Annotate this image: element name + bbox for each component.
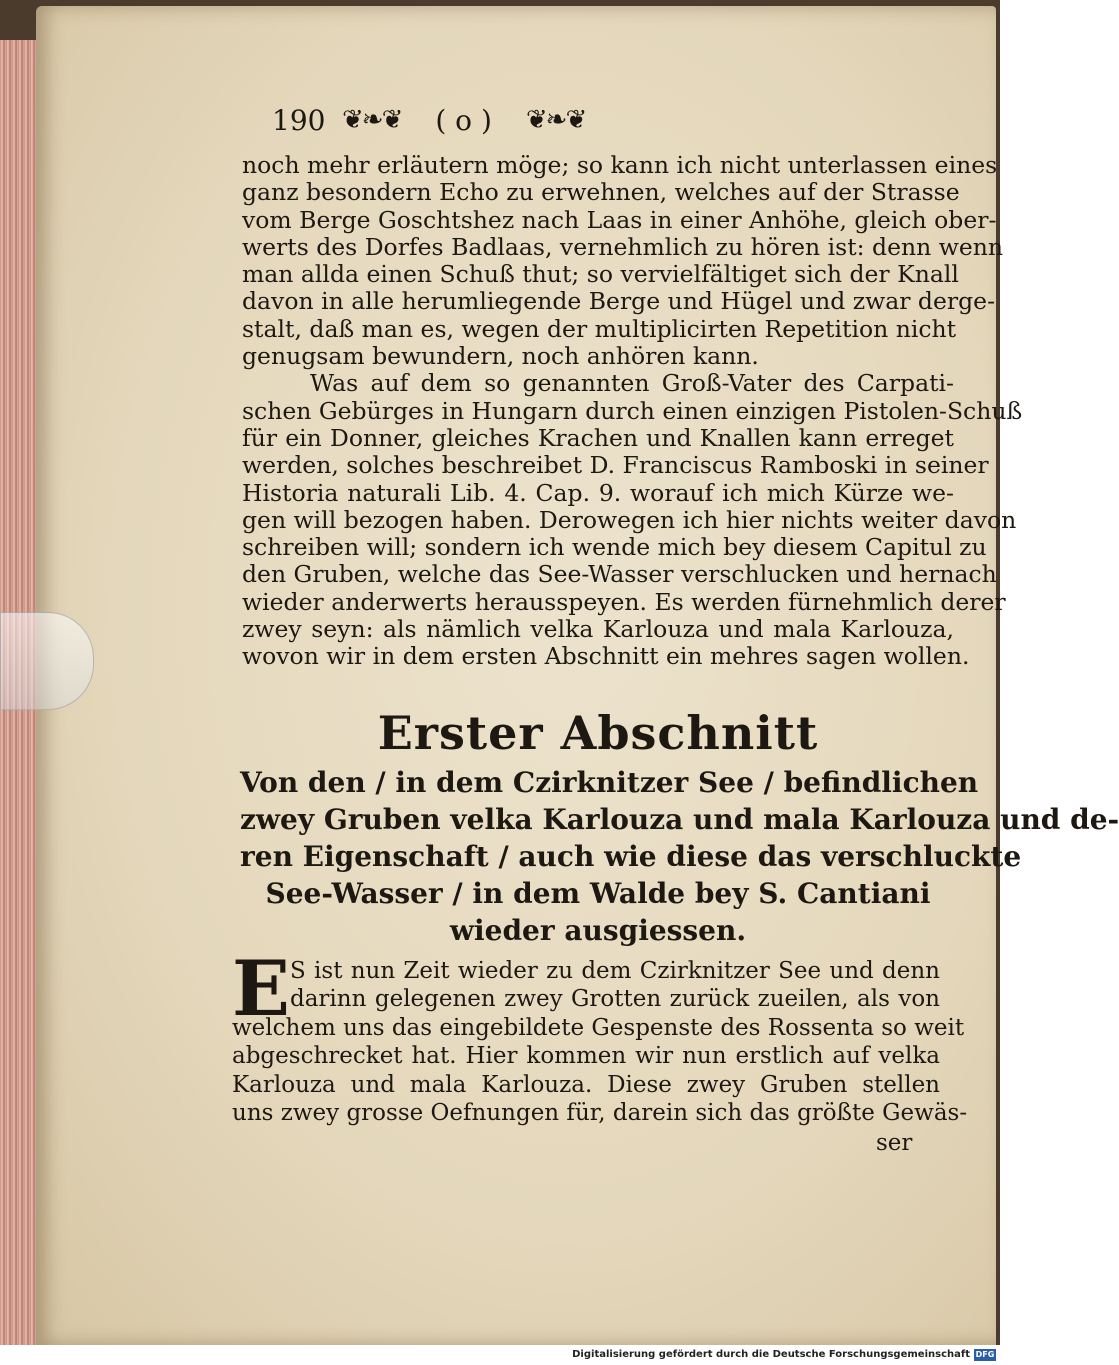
text-line: gen will bezogen haben. Derowegen ich hier nichts weiter davon xyxy=(242,505,1017,534)
text-line: für ein Donner, gleiches Krachen und Knallen kann erreget xyxy=(242,423,954,452)
text-line: vom Berge Goschtshez nach Laas in einer Anhöhe, gleich ober- xyxy=(242,205,997,234)
text-line: darinn gelegenen zwey Grotten zurück zueilen, als von xyxy=(290,986,940,1013)
section-subtitle-line: wieder ausgiessen. xyxy=(449,914,747,947)
body-text-bottom xyxy=(232,944,968,1127)
text-line: uns zwey grosse Oefnungen für, darein sich das größte Gewäs- xyxy=(232,1099,968,1126)
text-line: den Gruben, welche das See-Wasser verschlucken und hernach xyxy=(242,560,997,589)
text-line: welchem uns das eingebildete Gespenste des Rossenta so weit xyxy=(232,1014,965,1041)
text-line: schen Gebürges in Hungarn durch einen einzigen Pistolen-Schuß xyxy=(242,396,1023,425)
section-subtitle-line: Von den / in dem Czirknitzer See / befindlichen xyxy=(240,766,979,799)
text-line: zwey seyn: als nämlich velka Karlouza und mala Karlouza, xyxy=(242,615,954,644)
text-line: abgeschrecket hat. Hier kommen wir nun erstlich auf velka xyxy=(232,1043,940,1070)
text-line: schreiben will; sondern ich wende mich bey diesem Capitul zu xyxy=(242,533,987,562)
text-line: werden, solches beschreibet D. Franciscus Ramboski in seiner xyxy=(242,451,989,480)
footer-credit: Digitalisierung gefördert durch die Deutsche Forschungsgemeinschaft xyxy=(572,1349,970,1360)
text-line: Was auf dem so genannten Groß-Vater des Carpati- xyxy=(310,369,954,398)
body-text-top xyxy=(242,151,1023,671)
text-line: S ist nun Zeit wieder zu dem Czirknitzer See und denn xyxy=(290,958,940,984)
text-line: Karlouza und mala Karlouza. Diese zwey Gruben stellen xyxy=(232,1071,940,1098)
text-line: wovon wir in dem ersten Abschnitt ein mehres sagen wollen. xyxy=(242,642,970,671)
text-line: noch mehr erläutern möge; so kann ich nicht unterlassen eines xyxy=(242,151,998,179)
ornament-right-icon: ❦❧❦ xyxy=(525,105,586,135)
text-line: man allda einen Schuß thut; so vervielfältiget sich der Knall xyxy=(242,260,959,289)
text-line: Historia naturali Lib. 4. Cap. 9. worauf ich mich Kürze we- xyxy=(242,478,954,507)
text-line: ganz besondern Echo zu erwehnen, welches auf der Strasse xyxy=(242,178,960,207)
text-line: davon in alle herumliegende Berge und Hügel und zwar derge- xyxy=(242,287,996,316)
text-line: stalt, daß man es, wegen der multiplicirten Repetition nicht xyxy=(242,314,957,343)
page-clip xyxy=(0,612,94,710)
page-number: 190 xyxy=(272,103,326,137)
dfg-logo-icon: DFG xyxy=(975,1350,995,1359)
section-subtitle-line: zwey Gruben velka Karlouza und mala Karlouza und de- xyxy=(240,803,1119,836)
drop-capital: E xyxy=(232,944,290,1033)
ornament-left-icon: ❦❧❦ xyxy=(342,105,402,135)
section-subtitle-line: ren Eigenschaft / auch wie diese das verschluckte xyxy=(240,840,1022,873)
catchword: ser xyxy=(876,1130,913,1156)
text-line: genugsam bewundern, noch anhören kann. xyxy=(242,342,759,371)
page-mark: ( o ) xyxy=(435,103,492,137)
section-heading xyxy=(240,702,1119,949)
section-title: Erster Abschnitt xyxy=(377,706,819,760)
text-line: wieder anderwerts herausspeyen. Es werden fürnehmlich derer xyxy=(242,587,1006,616)
footer-bar xyxy=(0,1345,1000,1365)
running-head xyxy=(272,100,772,140)
section-subtitle-line: See-Wasser / in dem Walde bey S. Cantiani xyxy=(265,877,931,910)
text-line: werts des Dorfes Badlaas, vernehmlich zu hören ist: denn wenn xyxy=(242,232,1004,261)
